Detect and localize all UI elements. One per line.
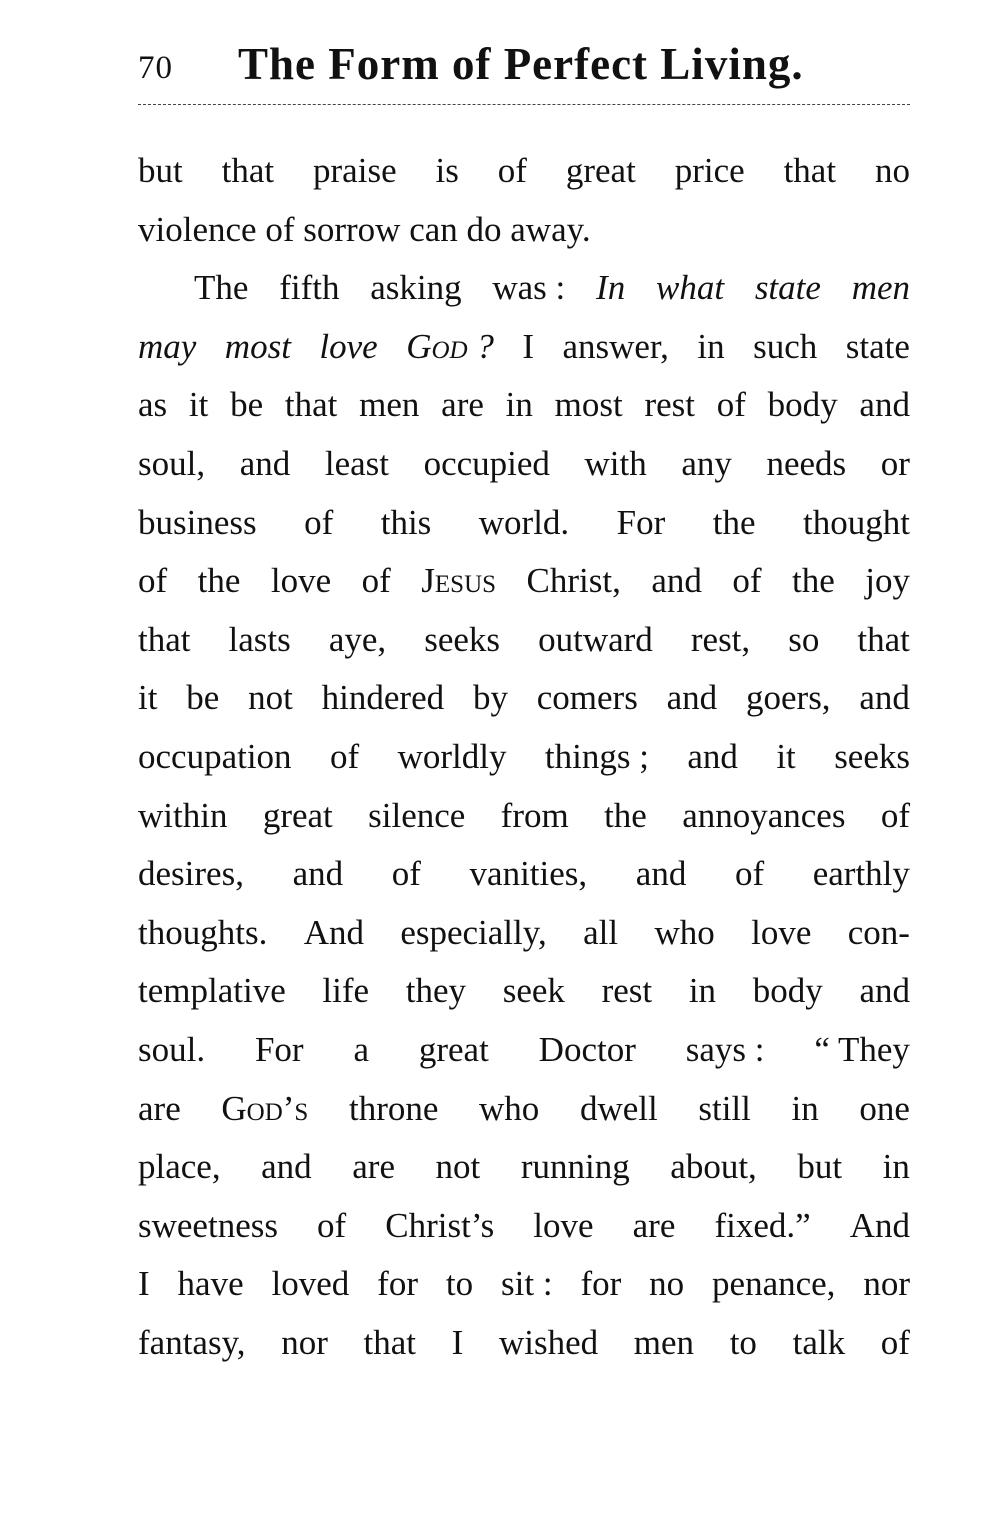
word: vanities, [469, 854, 588, 894]
word: the [604, 795, 647, 835]
word: by [472, 678, 508, 718]
word: I [522, 326, 534, 366]
word: annoyances [682, 795, 846, 835]
word: wished [498, 1322, 599, 1362]
word: it [188, 385, 209, 425]
word: of [734, 854, 765, 894]
word: and [635, 854, 687, 894]
word: soul. [138, 1029, 206, 1069]
word: things ; [544, 736, 649, 776]
text-line [138, 845, 910, 904]
text-line [138, 904, 910, 963]
text-line [138, 1255, 910, 1314]
word: what [655, 268, 725, 308]
word: con- [847, 912, 910, 952]
word: the [712, 502, 756, 542]
word: God ? [406, 326, 494, 366]
word: thought [802, 502, 910, 542]
word: of [716, 385, 746, 425]
word: of [880, 795, 910, 835]
word: desires, [138, 854, 244, 894]
word: men [359, 385, 420, 425]
word: needs [766, 443, 847, 483]
word: Christ’s [385, 1205, 495, 1245]
word: so [788, 619, 820, 659]
word: in [688, 971, 717, 1011]
word: not [435, 1147, 481, 1187]
word: body [752, 971, 823, 1011]
word: do [466, 209, 502, 249]
text-line [138, 376, 910, 435]
word: Jesus [421, 561, 497, 601]
word: throne [348, 1088, 439, 1128]
header-rule [138, 104, 910, 105]
text-line [138, 962, 910, 1021]
word: Christ, [526, 561, 621, 601]
text-line [138, 142, 910, 201]
word: sweetness [138, 1205, 278, 1245]
word: of [880, 1322, 910, 1362]
word: seek [502, 971, 565, 1011]
word: men [851, 268, 910, 308]
word: are [632, 1205, 676, 1245]
text-line [138, 728, 910, 787]
word: are [352, 1147, 395, 1187]
word: nor [863, 1264, 910, 1304]
word: who [654, 912, 715, 952]
word: they [405, 971, 467, 1011]
word: to [445, 1264, 474, 1304]
word: state [845, 326, 910, 366]
word: For [616, 502, 666, 542]
word: that [857, 619, 910, 659]
word: that [284, 385, 338, 425]
word: within [138, 795, 228, 835]
word: was : [492, 268, 566, 308]
word: have [177, 1264, 244, 1304]
word: occupied [423, 443, 550, 483]
word: fantasy, [138, 1322, 246, 1362]
running-header [138, 28, 910, 108]
word: sit : [501, 1264, 553, 1304]
word: I [138, 1264, 150, 1304]
word: can [409, 209, 458, 249]
text-line [138, 259, 910, 318]
word: business [138, 502, 257, 542]
text-line [138, 669, 910, 728]
word: of [361, 561, 391, 601]
word: templative [138, 971, 286, 1011]
word: of [391, 854, 421, 894]
word: And [849, 1205, 910, 1245]
word: running [520, 1147, 630, 1187]
word: fixed.” [714, 1205, 811, 1245]
word: “ They [814, 1029, 910, 1069]
word: love [270, 561, 332, 601]
word: of [732, 561, 762, 601]
word: great [418, 1029, 489, 1069]
word: love [533, 1205, 594, 1245]
word: fifth [279, 268, 340, 308]
word: price [674, 151, 745, 190]
word: for [377, 1264, 418, 1304]
word: the [792, 561, 835, 601]
word: and [239, 443, 291, 483]
text-line [138, 1138, 910, 1197]
word: lasts [228, 619, 291, 659]
word: of [317, 1205, 347, 1245]
word: silence [368, 795, 466, 835]
word: but [797, 1147, 843, 1187]
word: be [186, 678, 220, 718]
word: in [791, 1088, 819, 1128]
word: and [261, 1147, 312, 1187]
word: sorrow [303, 209, 401, 249]
word: that [138, 619, 191, 659]
word: in [505, 385, 533, 425]
text-line [138, 435, 910, 494]
word: seeks [834, 736, 910, 776]
text-line [138, 318, 910, 377]
word: In [596, 268, 626, 308]
word: outward [538, 619, 653, 659]
word: and [859, 678, 910, 718]
word: any [681, 443, 732, 483]
word: are [138, 1088, 181, 1128]
word: life [322, 971, 370, 1011]
word: love [751, 912, 812, 952]
text-line [138, 1021, 910, 1080]
word: is [435, 151, 459, 190]
word: such [753, 326, 818, 366]
word: are [441, 385, 484, 425]
word: least [324, 443, 389, 483]
word: and [687, 736, 738, 776]
word: great [262, 795, 333, 835]
word: occupation [138, 736, 292, 776]
word: in [697, 326, 725, 366]
word: one [859, 1088, 910, 1128]
word: seeks [424, 619, 501, 659]
word: goers, [746, 678, 831, 718]
word: men [633, 1322, 695, 1362]
word: this [380, 502, 432, 542]
word: that [783, 151, 837, 190]
body-text [138, 142, 910, 1372]
word: place, [138, 1147, 221, 1187]
word: of [138, 561, 168, 601]
text-line [138, 787, 910, 846]
text-line [138, 1197, 910, 1256]
word: aye, [328, 619, 387, 659]
word: soul, [138, 443, 206, 483]
word: comers [536, 678, 638, 718]
word: of [304, 502, 334, 542]
word: may [138, 326, 197, 366]
word: worldly [397, 736, 507, 776]
word: that [363, 1322, 416, 1362]
word: but [138, 151, 183, 190]
text-line [138, 611, 910, 670]
word: and [859, 385, 910, 425]
word: body [767, 385, 838, 425]
word: joy [865, 561, 910, 601]
word: and [651, 561, 702, 601]
text-line [138, 1314, 910, 1373]
word: Doctor [538, 1029, 636, 1069]
word: dwell [579, 1088, 658, 1128]
word: no [874, 151, 910, 190]
word: or [880, 443, 910, 483]
word: away. [510, 209, 591, 249]
word: to [729, 1322, 757, 1362]
word: rest, [690, 619, 751, 659]
text-line [138, 552, 910, 611]
page-number: 70 [138, 50, 173, 86]
word: most [224, 326, 291, 366]
running-title: The Form of Perfect Living. [238, 39, 804, 89]
word: talk [792, 1322, 846, 1362]
word: praise [313, 151, 397, 190]
word: For [254, 1029, 304, 1069]
word: especially, [400, 912, 547, 952]
word: asking [370, 268, 462, 308]
word: of [329, 736, 360, 776]
word: all [583, 912, 619, 952]
word: and [666, 678, 718, 718]
word: as [138, 385, 168, 425]
word: the [197, 561, 241, 601]
word: that [221, 151, 275, 190]
word: no [649, 1264, 685, 1304]
word: The [194, 268, 249, 308]
word: still [698, 1088, 751, 1128]
word: hindered [321, 678, 445, 718]
word: love [319, 326, 378, 366]
word: thoughts. [138, 912, 268, 952]
word: and [859, 971, 910, 1011]
word: I [451, 1322, 464, 1362]
word: for [580, 1264, 622, 1304]
word: of [497, 151, 527, 190]
word: from [500, 795, 569, 835]
word: be [230, 385, 264, 425]
text-line [138, 1080, 910, 1139]
word: not [248, 678, 293, 718]
word: violence [138, 209, 257, 249]
word: it [138, 678, 158, 718]
word: rest [644, 385, 695, 425]
word: rest [601, 971, 653, 1011]
word: earthly [812, 854, 910, 894]
word: God’s [221, 1088, 309, 1128]
word: who [479, 1088, 540, 1128]
word: in [882, 1147, 910, 1187]
word: world. [478, 502, 570, 542]
word: state [754, 268, 821, 308]
word: says : [685, 1029, 765, 1069]
word: nor [281, 1322, 328, 1362]
word: loved [271, 1264, 350, 1304]
word: answer, [562, 326, 669, 366]
word: most [554, 385, 623, 425]
word: with [584, 443, 647, 483]
word: it [776, 736, 796, 776]
word: about, [670, 1147, 757, 1187]
text-line [138, 494, 910, 553]
text-line [138, 201, 910, 260]
word: penance, [712, 1264, 836, 1304]
word: great [565, 151, 636, 190]
word: and [292, 854, 344, 894]
word: of [265, 209, 295, 249]
word: a [353, 1029, 369, 1069]
word: And [303, 912, 364, 952]
